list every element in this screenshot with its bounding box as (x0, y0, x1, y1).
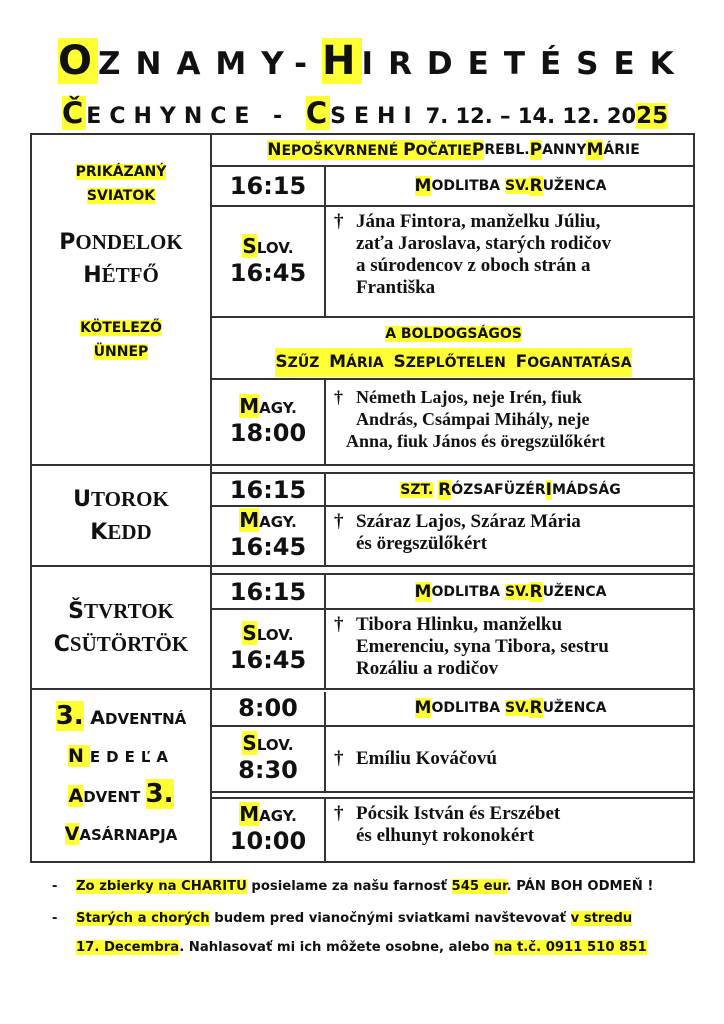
service-lang-time: SLOV. 16:45 (229, 233, 307, 287)
service-time: 16:15 (229, 577, 307, 606)
day-label-monday: PRIKÁZANÝ SVIATOK PONDELOK HÉTFŐ KÖTELEZŐ ÜNNEP (59, 163, 183, 360)
announcement-visits-line2: 17. Decembra. Nahlasovať mi ich môžete osobne, alebo na t.č. 0911 510 851 (76, 940, 647, 955)
divider (210, 791, 695, 793)
schedule-table (30, 133, 695, 863)
mass-intention: † Emíliu Kováčovú (334, 748, 497, 769)
service-event: SZT. R ÓZSAFÜZÉR I MÁDSÁG (400, 479, 621, 500)
service-lang-time: MAGY. 18:00 (229, 394, 307, 447)
cross-icon: † (334, 614, 344, 635)
title-initial-h: H (322, 38, 362, 84)
page-subtitle: ČECHYNCE - CSEHI 7. 12. – 14. 12. 2025 (62, 96, 669, 130)
mass-intention: † Száraz Lajos, Száraz Mária és öregszülőkért (334, 511, 581, 554)
service-lang-time: SLOV. 16:45 (229, 621, 307, 674)
cross-icon: † (334, 511, 344, 532)
feast-title-sk: NEPOŠKVRNENÉ POČATIE P REBL. P ANNY M ÁRIE (267, 140, 640, 160)
date-range: 7. 12. – 14. 12. 2025 (425, 103, 669, 129)
title-initial-o: O (58, 38, 99, 84)
service-time: 16:15 (229, 475, 307, 504)
cross-icon: † (334, 211, 344, 232)
service-event: M ODLITBA SV. R UŽENCA (414, 176, 607, 196)
service-event: M ODLITBA SV. R UŽENCA (414, 697, 607, 718)
announcement-visits: - Starých a chorých budem pred vianočnými sviatkami navštevovať v stredu (52, 911, 633, 926)
service-lang-time: MAGY. 16:45 (229, 508, 307, 561)
cross-icon: † (334, 748, 344, 769)
service-time: 16:15 (229, 172, 307, 200)
page-title: OZNAMY-HIRDETÉSEK (58, 38, 689, 84)
day-label-sunday: 3. ADVENTNÁ NEDEĽA ADVENT 3. VASÁRNAPJA (55, 700, 187, 845)
cross-icon: † (334, 803, 344, 824)
service-time: 8:00 (238, 693, 298, 722)
announcement-charity: - Zo zbierky na CHARITU posielame za našu farnosť 545 eur. PÁN BOH ODMEŇ ! (52, 879, 654, 894)
mass-intention: † Tibora Hlinku, manželku Emerenciu, syna Tibora, sestru Rozáliu a rodičov (334, 614, 609, 679)
mass-intention: † Pócsik István és Erszébet és elhunyt rokonokért (334, 803, 561, 846)
mass-intention: † Jána Fintora, manželku Júliu, zaťa Jaroslava, starých rodičov a súrodencov z oboch strán a Františka (334, 211, 612, 298)
service-event: M ODLITBA SV. R UŽENCA (414, 581, 607, 602)
day-label-thursday: ŠTVRTOK CSÜTÖRTÖK (53, 598, 189, 657)
mass-intention: † Németh Lajos, neje Irén, fiuk András, Csámpai Mihály, neje Anna, fiuk János és öregszülőkért (334, 387, 606, 451)
feast-title-hu: A BOLDOGSÁGOS SZŰZ MÁRIA SZEPLŐTELEN FOGANTATÁSA (212, 318, 695, 378)
service-lang-time: SLOV. 8:30 (238, 731, 298, 784)
cross-icon: † (334, 387, 343, 407)
day-label-tuesday: UTOROK KEDD (73, 486, 169, 545)
service-lang-time: MAGY. 10:00 (229, 802, 307, 855)
